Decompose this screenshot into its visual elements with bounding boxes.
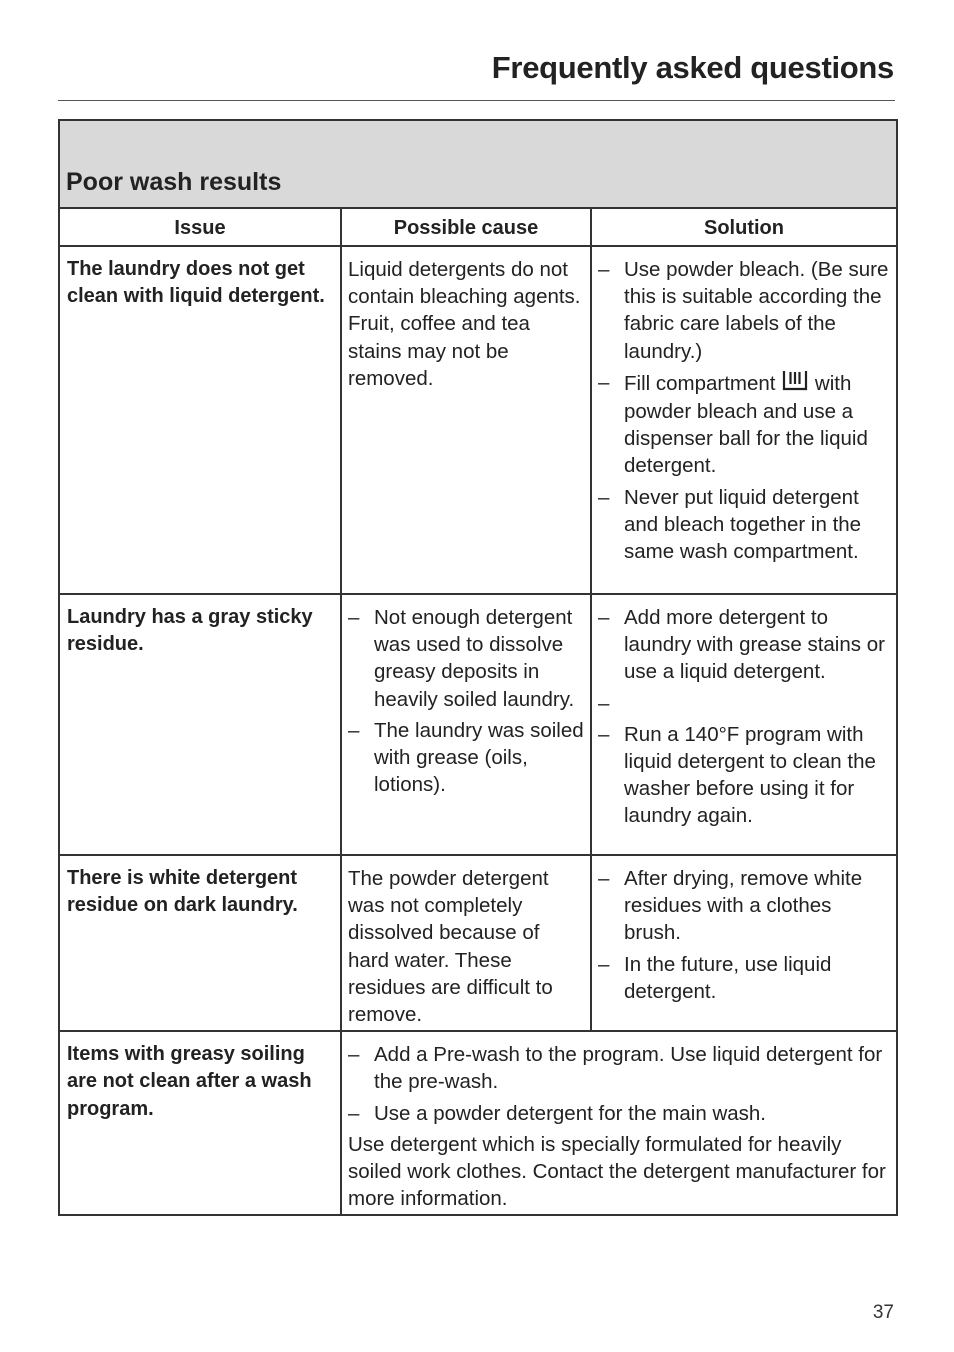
section-title: Poor wash results xyxy=(59,120,897,208)
table-row xyxy=(59,594,897,855)
solution-list xyxy=(598,604,890,829)
table-row xyxy=(59,246,897,594)
solution-cell xyxy=(591,594,897,855)
list-item: – Add a Pre-wash to the program. Use liquid detergent for the pre-wash. xyxy=(348,1041,890,1095)
list-item: – After drying, remove white residues with a clothes brush. xyxy=(598,865,890,947)
faq-table xyxy=(58,119,898,1216)
column-header-solution: Solution xyxy=(591,208,897,246)
cause-list xyxy=(348,604,584,798)
issue-cell: There is white detergent residue on dark laundry. xyxy=(59,855,341,1031)
list-item: – Never put liquid detergent and bleach together in the same wash compartment. xyxy=(598,484,890,566)
cause-cell: Liquid detergents do not contain bleaching agents. Fruit, coffee and tea stains may not be removed. xyxy=(341,246,591,594)
solution-note: Use detergent which is specially formulated for heavily soiled work clothes. Contact the detergent manufacturer for more information. xyxy=(348,1132,886,1211)
page-number: 37 xyxy=(872,1302,894,1323)
cause-cell xyxy=(341,594,591,855)
cause-cell: The powder detergent was not completely dissolved because of hard water. These residues are difficult to remove. xyxy=(341,855,591,1031)
list-spacer xyxy=(598,690,890,717)
list-item: – Add more detergent to laundry with grease stains or use a liquid detergent. xyxy=(598,604,890,686)
table-header-row xyxy=(59,208,897,246)
column-header-issue: Issue xyxy=(59,208,341,246)
solution-list xyxy=(598,256,890,565)
issue-cell: The laundry does not get clean with liquid detergent. xyxy=(59,246,341,594)
solution-cell xyxy=(591,855,897,1031)
list-item: – Run a 140°F program with liquid detergent to clean the washer before using it for laundry again. xyxy=(598,721,890,830)
solution-list xyxy=(598,865,890,1005)
detergent-compartment-icon xyxy=(781,369,809,398)
list-item: – Use a powder detergent for the main wash. xyxy=(348,1100,890,1127)
issue-cell: Laundry has a gray sticky residue. xyxy=(59,594,341,855)
solution-cell xyxy=(591,246,897,594)
solution-list xyxy=(348,1041,890,1127)
issue-cell: Items with greasy soiling are not clean after a wash program. xyxy=(59,1031,341,1215)
column-header-cause: Possible cause xyxy=(341,208,591,246)
table-row xyxy=(59,1031,897,1215)
list-item: – Use powder bleach. (Be sure this is suitable according the fabric care labels of the laundry.) xyxy=(598,256,890,365)
page-title: Frequently asked questions xyxy=(491,50,894,85)
solution-cell xyxy=(341,1031,897,1215)
title-divider xyxy=(58,100,895,101)
table-row xyxy=(59,855,897,1031)
list-item-text: with powder bleach and use a dispenser ball for the liquid detergent. xyxy=(624,371,868,478)
list-item: – The laundry was soiled with grease (oils, lotions). xyxy=(348,717,584,799)
list-item xyxy=(598,369,890,480)
list-item: – Not enough detergent was used to dissolve greasy deposits in heavily soiled laundry. xyxy=(348,604,584,713)
list-item: – In the future, use liquid detergent. xyxy=(598,951,890,1005)
list-item-text: Fill compartment xyxy=(624,371,776,395)
